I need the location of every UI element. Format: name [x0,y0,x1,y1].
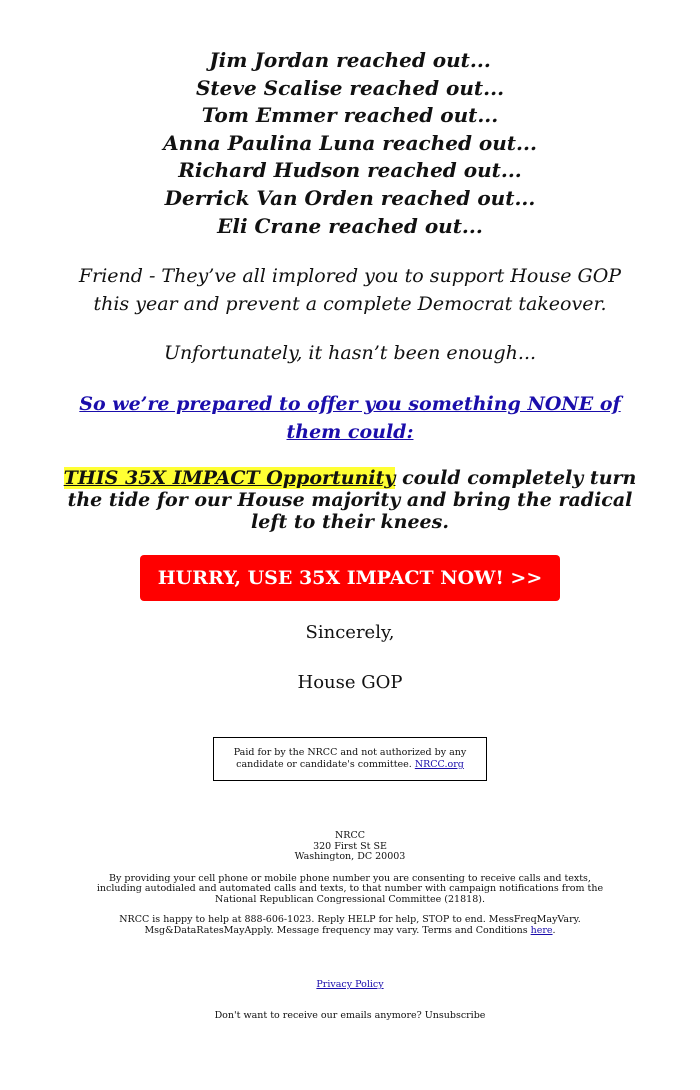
name-line: Jim Jordan reached out... [209,48,491,72]
terms-link[interactable]: here [530,924,553,936]
names-list [0,0,700,240]
nrcc-link[interactable]: NRCC.org [414,759,464,771]
unsubscribe-text[interactable]: Don't want to receive our emails anymore? Unsubscribe [214,1009,486,1021]
help-body: NRCC is happy to help at 888-606-1023. Reply HELP for help, STOP to end. MessFreqMayVary. Msg&DataRatesMayApply. Message frequency may vary. Terms and Conditions [119,914,581,936]
offer-link[interactable]: So we’re prepared to offer you something NONE of them could: [79,393,621,444]
help-end: . [552,924,556,936]
name-line: Tom Emmer reached out... [201,103,499,128]
name-line: Steve Scalise reached out... [195,75,505,100]
intro-paragraph: Friend - They’ve all implored you to support House GOP this year and prevent a complete Democrat takeover. [78,265,622,316]
closing-text: Sincerely, [305,622,395,644]
impact-highlight-link[interactable]: THIS 35X IMPACT Opportunity [63,467,396,490]
privacy-row [0,980,700,991]
help-text [110,915,590,936]
name-line: Richard Hudson reached out... [178,158,522,183]
sms-consent-text: By providing your cell phone or mobile phone number you are consenting to receive calls and texts, including autodialed and automated calls and texts, to that number with campaign notifications from the National Republican Congressional Committee (21818). [96,872,604,905]
address-city: Washington, DC 20003 [294,851,406,863]
unfortunately-paragraph: Unfortunately, it hasn’t been enough... [163,342,537,365]
impact-text: could completely turn the tide for our House majority and bring the radical left to their knees. [67,467,637,534]
signature-text: House GOP [297,672,403,694]
disclaimer-text: Paid for by the NRCC and not authorized by any candidate or candidate's committee. [233,747,467,771]
address-org: NRCC [334,830,365,842]
paid-for-disclaimer [213,737,487,781]
mailing-address [0,831,700,863]
name-line: Eli Crane reached out... [217,213,483,238]
donate-button[interactable]: HURRY, USE 35X IMPACT NOW! >> [140,555,560,601]
impact-paragraph [50,467,650,533]
name-line: Anna Paulina Luna reached out... [163,130,537,155]
address-street: 320 First St SE [313,840,387,852]
name-line: Derrick Van Orden reached out... [164,185,536,210]
privacy-policy-link[interactable]: Privacy Policy [316,979,384,991]
